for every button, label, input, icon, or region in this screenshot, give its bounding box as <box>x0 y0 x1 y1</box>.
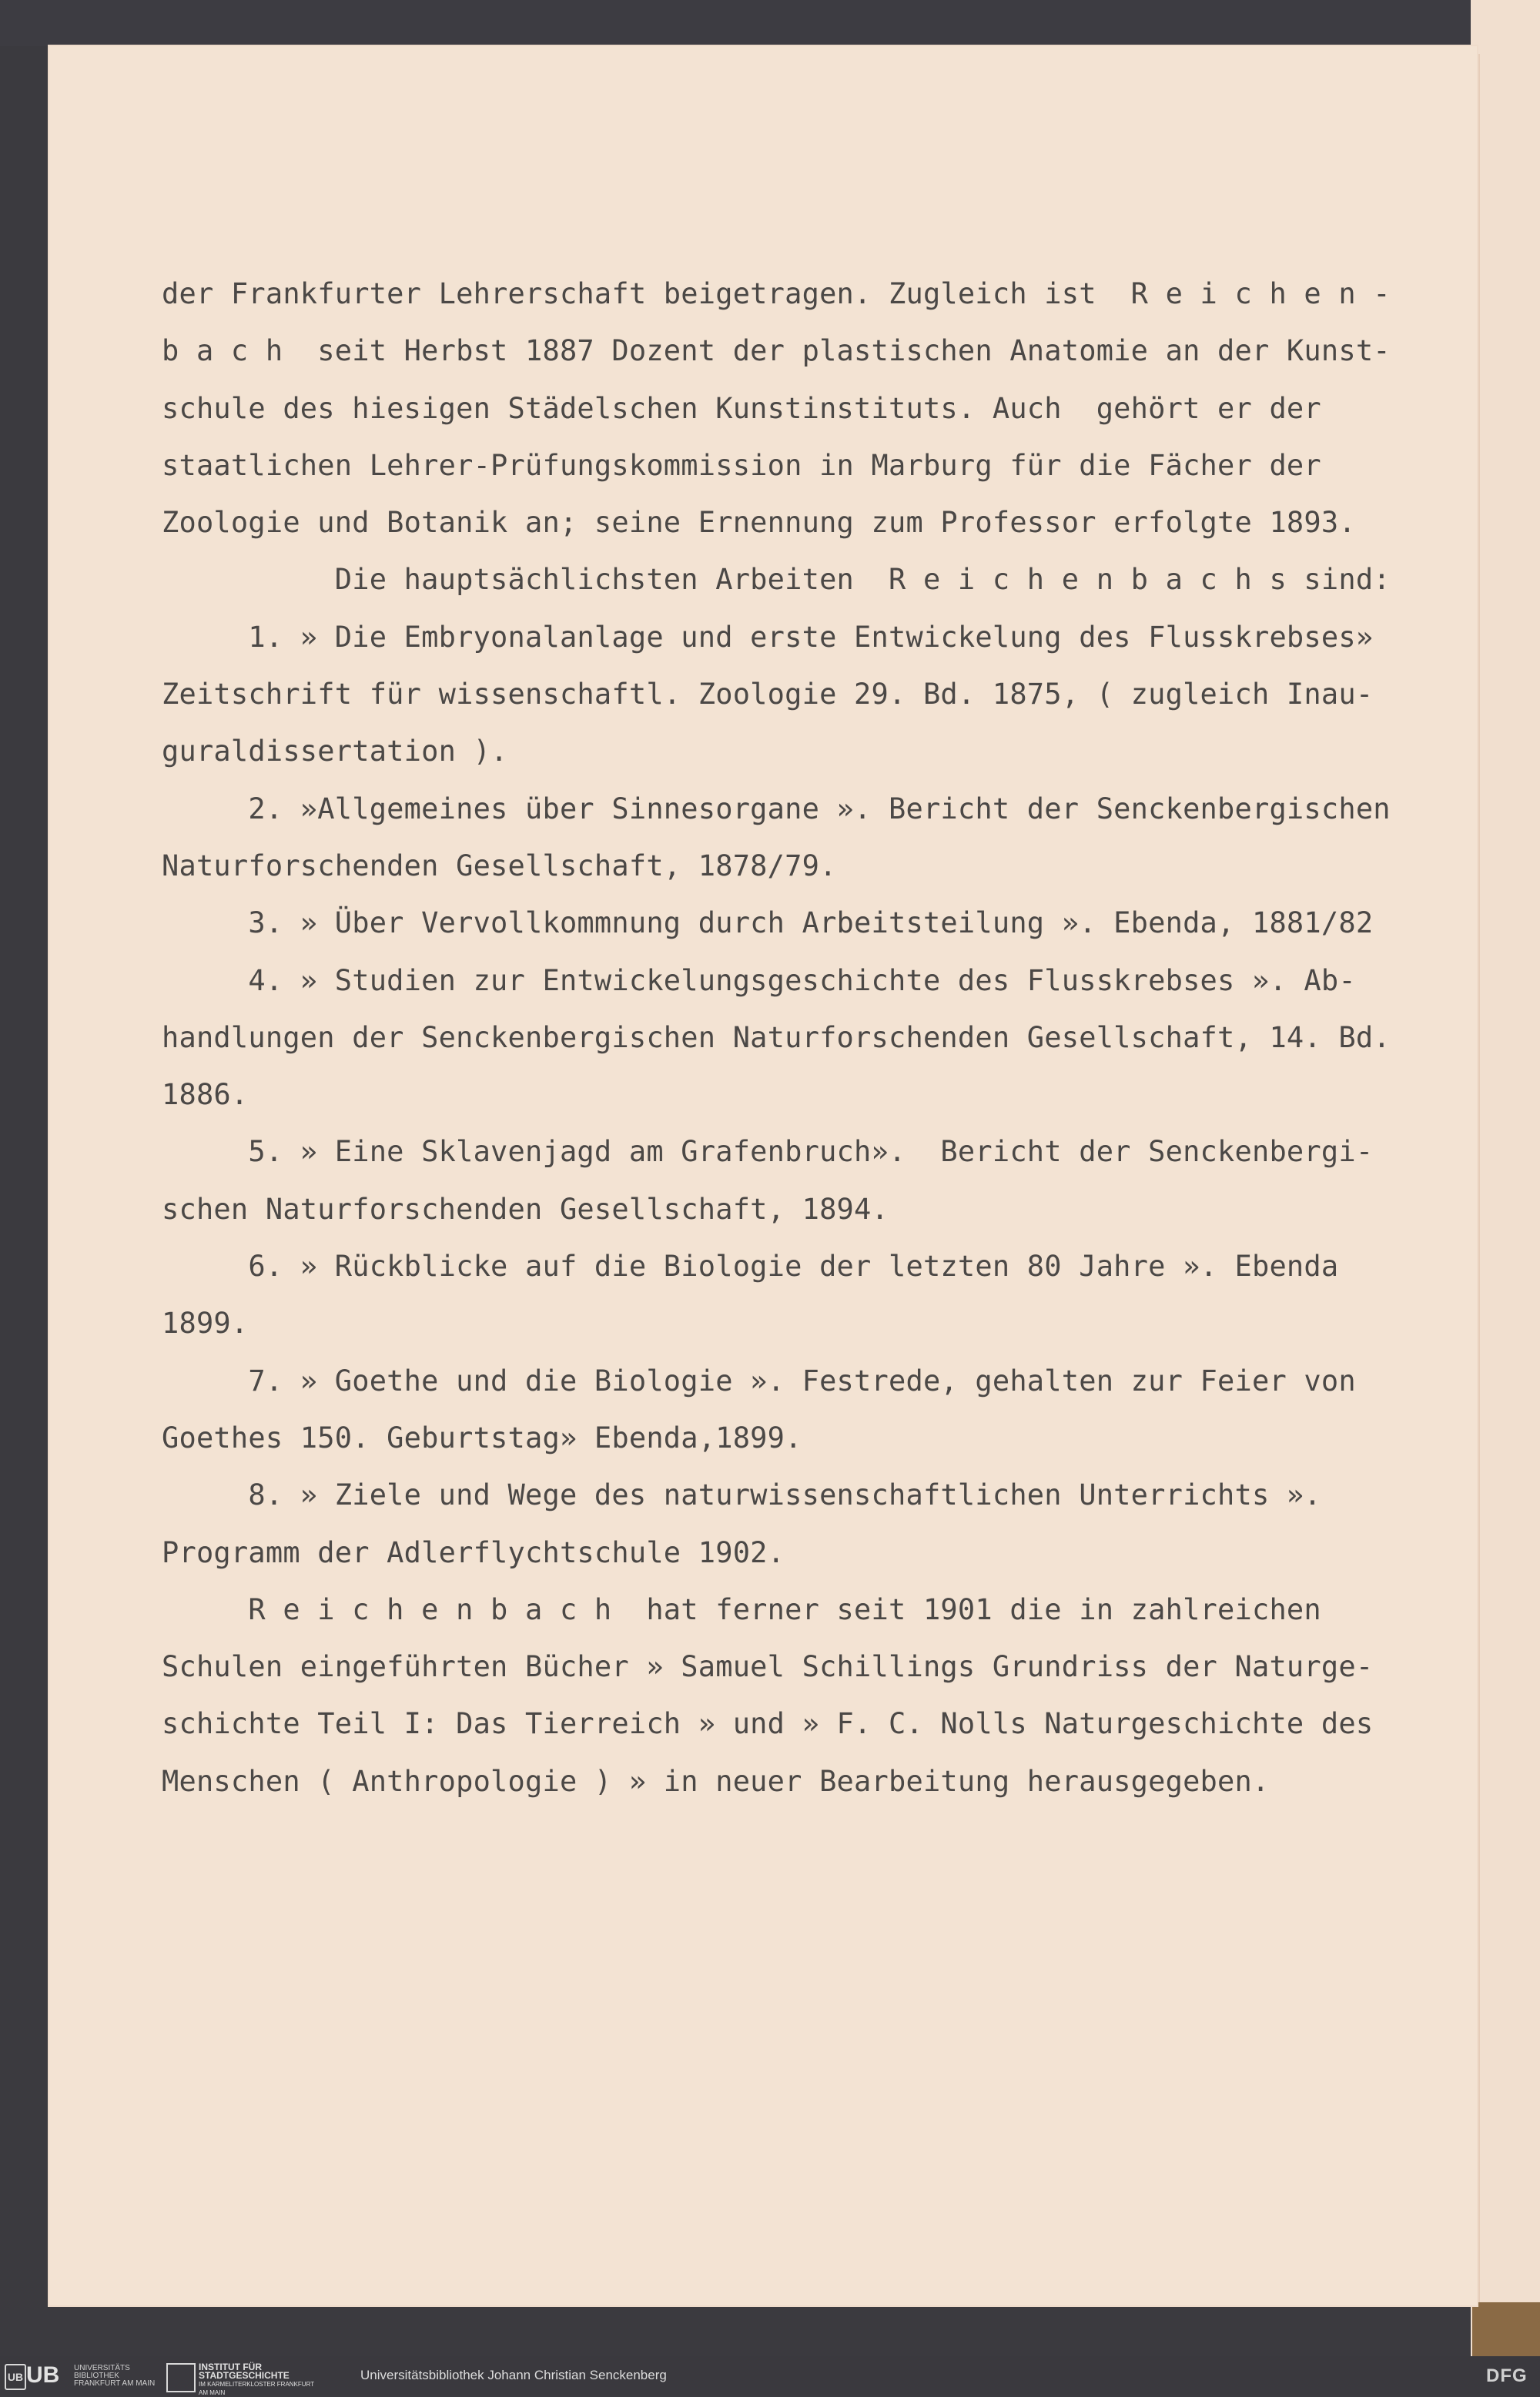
ub-logo-subtitle: UNIVERSITÄTS BIBLIOTHEK FRANKFURT AM MAIN <box>74 2364 156 2388</box>
text-line: schen Naturforschenden Gesellschaft, 1894. <box>162 1192 889 1226</box>
text-line: 8. » Ziele und Wege des naturwissenschaftlichen Unterrichts ». <box>162 1478 1321 1512</box>
institute-logo-icon <box>166 2363 196 2392</box>
dfg-logo: DFG <box>1486 2365 1528 2386</box>
text-line: der Frankfurter Lehrerschaft beigetragen. Zugleich ist R e i c h e n - <box>162 277 1391 310</box>
ub-logo-icon: UB <box>5 2364 26 2390</box>
institute-logo-text <box>199 2363 322 2397</box>
page-text <box>162 266 1471 1810</box>
text-line: Die hauptsächlichsten Arbeiten R e i c h e n b a c h s sind: <box>162 563 1391 597</box>
text-line: Programm der Adlerflychtschule 1902. <box>162 1535 785 1569</box>
text-line: 4. » Studien zur Entwickelungsgeschichte des Flusskrebses ». Ab- <box>162 963 1356 997</box>
text-line: Zoologie und Botanik an; seine Ernennung zum Professor erfolgte 1893. <box>162 506 1356 540</box>
institute-name: INSTITUT FÜR STADTGESCHICHTE <box>199 2362 290 2381</box>
text-line: 1. » Die Embryonalanlage und erste Entwickelung des Flusskrebses» <box>162 620 1374 654</box>
text-line: Schulen eingeführten Bücher » Samuel Schillings Grundriss der Naturge- <box>162 1650 1374 1684</box>
text-line: R e i c h e n b a c h hat ferner seit 1901 die in zahlreichen <box>162 1592 1321 1626</box>
text-line: 1899. <box>162 1307 249 1341</box>
scan-corner <box>1472 2302 1540 2356</box>
next-page-edge <box>1471 0 1540 2356</box>
ub-logo-text: UB <box>26 2362 60 2388</box>
viewer-footer <box>0 2356 1540 2395</box>
text-line: 3. » Über Vervollkommnung durch Arbeitsteilung ». Ebenda, 1881/82 <box>162 906 1374 940</box>
text-line: Goethes 150. Geburtstag» Ebenda,1899. <box>162 1421 802 1455</box>
text-line: guraldissertation ). <box>162 735 508 768</box>
library-name: Universitätsbibliothek Johann Christian Senckenberg <box>360 2368 667 2382</box>
text-line: 2. »Allgemeines über Sinnesorgane ». Bericht der Senckenbergischen <box>162 792 1391 825</box>
text-line: Zeitschrift für wissenschaftl. Zoologie 29. Bd. 1875, ( zugleich Inau- <box>162 678 1374 711</box>
text-line: Naturforschenden Gesellschaft, 1878/79. <box>162 849 837 882</box>
text-line: 6. » Rückblicke auf die Biologie der letzten 80 Jahre ». Ebenda <box>162 1250 1339 1284</box>
text-line: 7. » Goethe und die Biologie ». Festrede, gehalten zur Feier von <box>162 1364 1356 1398</box>
text-line: schichte Teil I: Das Tierreich » und » F. C. Nolls Naturgeschichte des <box>162 1707 1374 1741</box>
text-line: b a c h seit Herbst 1887 Dozent der plastischen Anatomie an der Kunst- <box>162 334 1391 368</box>
text-line: schule des hiesigen Städelschen Kunstinstituts. Auch gehört er der <box>162 391 1321 425</box>
text-line: 5. » Eine Sklavenjagd am Grafenbruch». Bericht der Senckenbergi- <box>162 1135 1374 1169</box>
text-line: Menschen ( Anthropologie ) » in neuer Bearbeitung herausgegeben. <box>162 1764 1270 1798</box>
text-line: 1886. <box>162 1078 249 1112</box>
institute-subtitle: IM KARMELITERKLOSTER FRANKFURT AM MAIN <box>199 2381 314 2396</box>
text-line: staatlichen Lehrer-Prüfungskommission in Marburg für die Fächer der <box>162 448 1321 482</box>
scan-top-band <box>0 0 1471 46</box>
page-edge-line <box>1478 54 1480 2348</box>
text-line: handlungen der Senckenbergischen Naturforschenden Gesellschaft, 14. Bd. <box>162 1020 1391 1054</box>
